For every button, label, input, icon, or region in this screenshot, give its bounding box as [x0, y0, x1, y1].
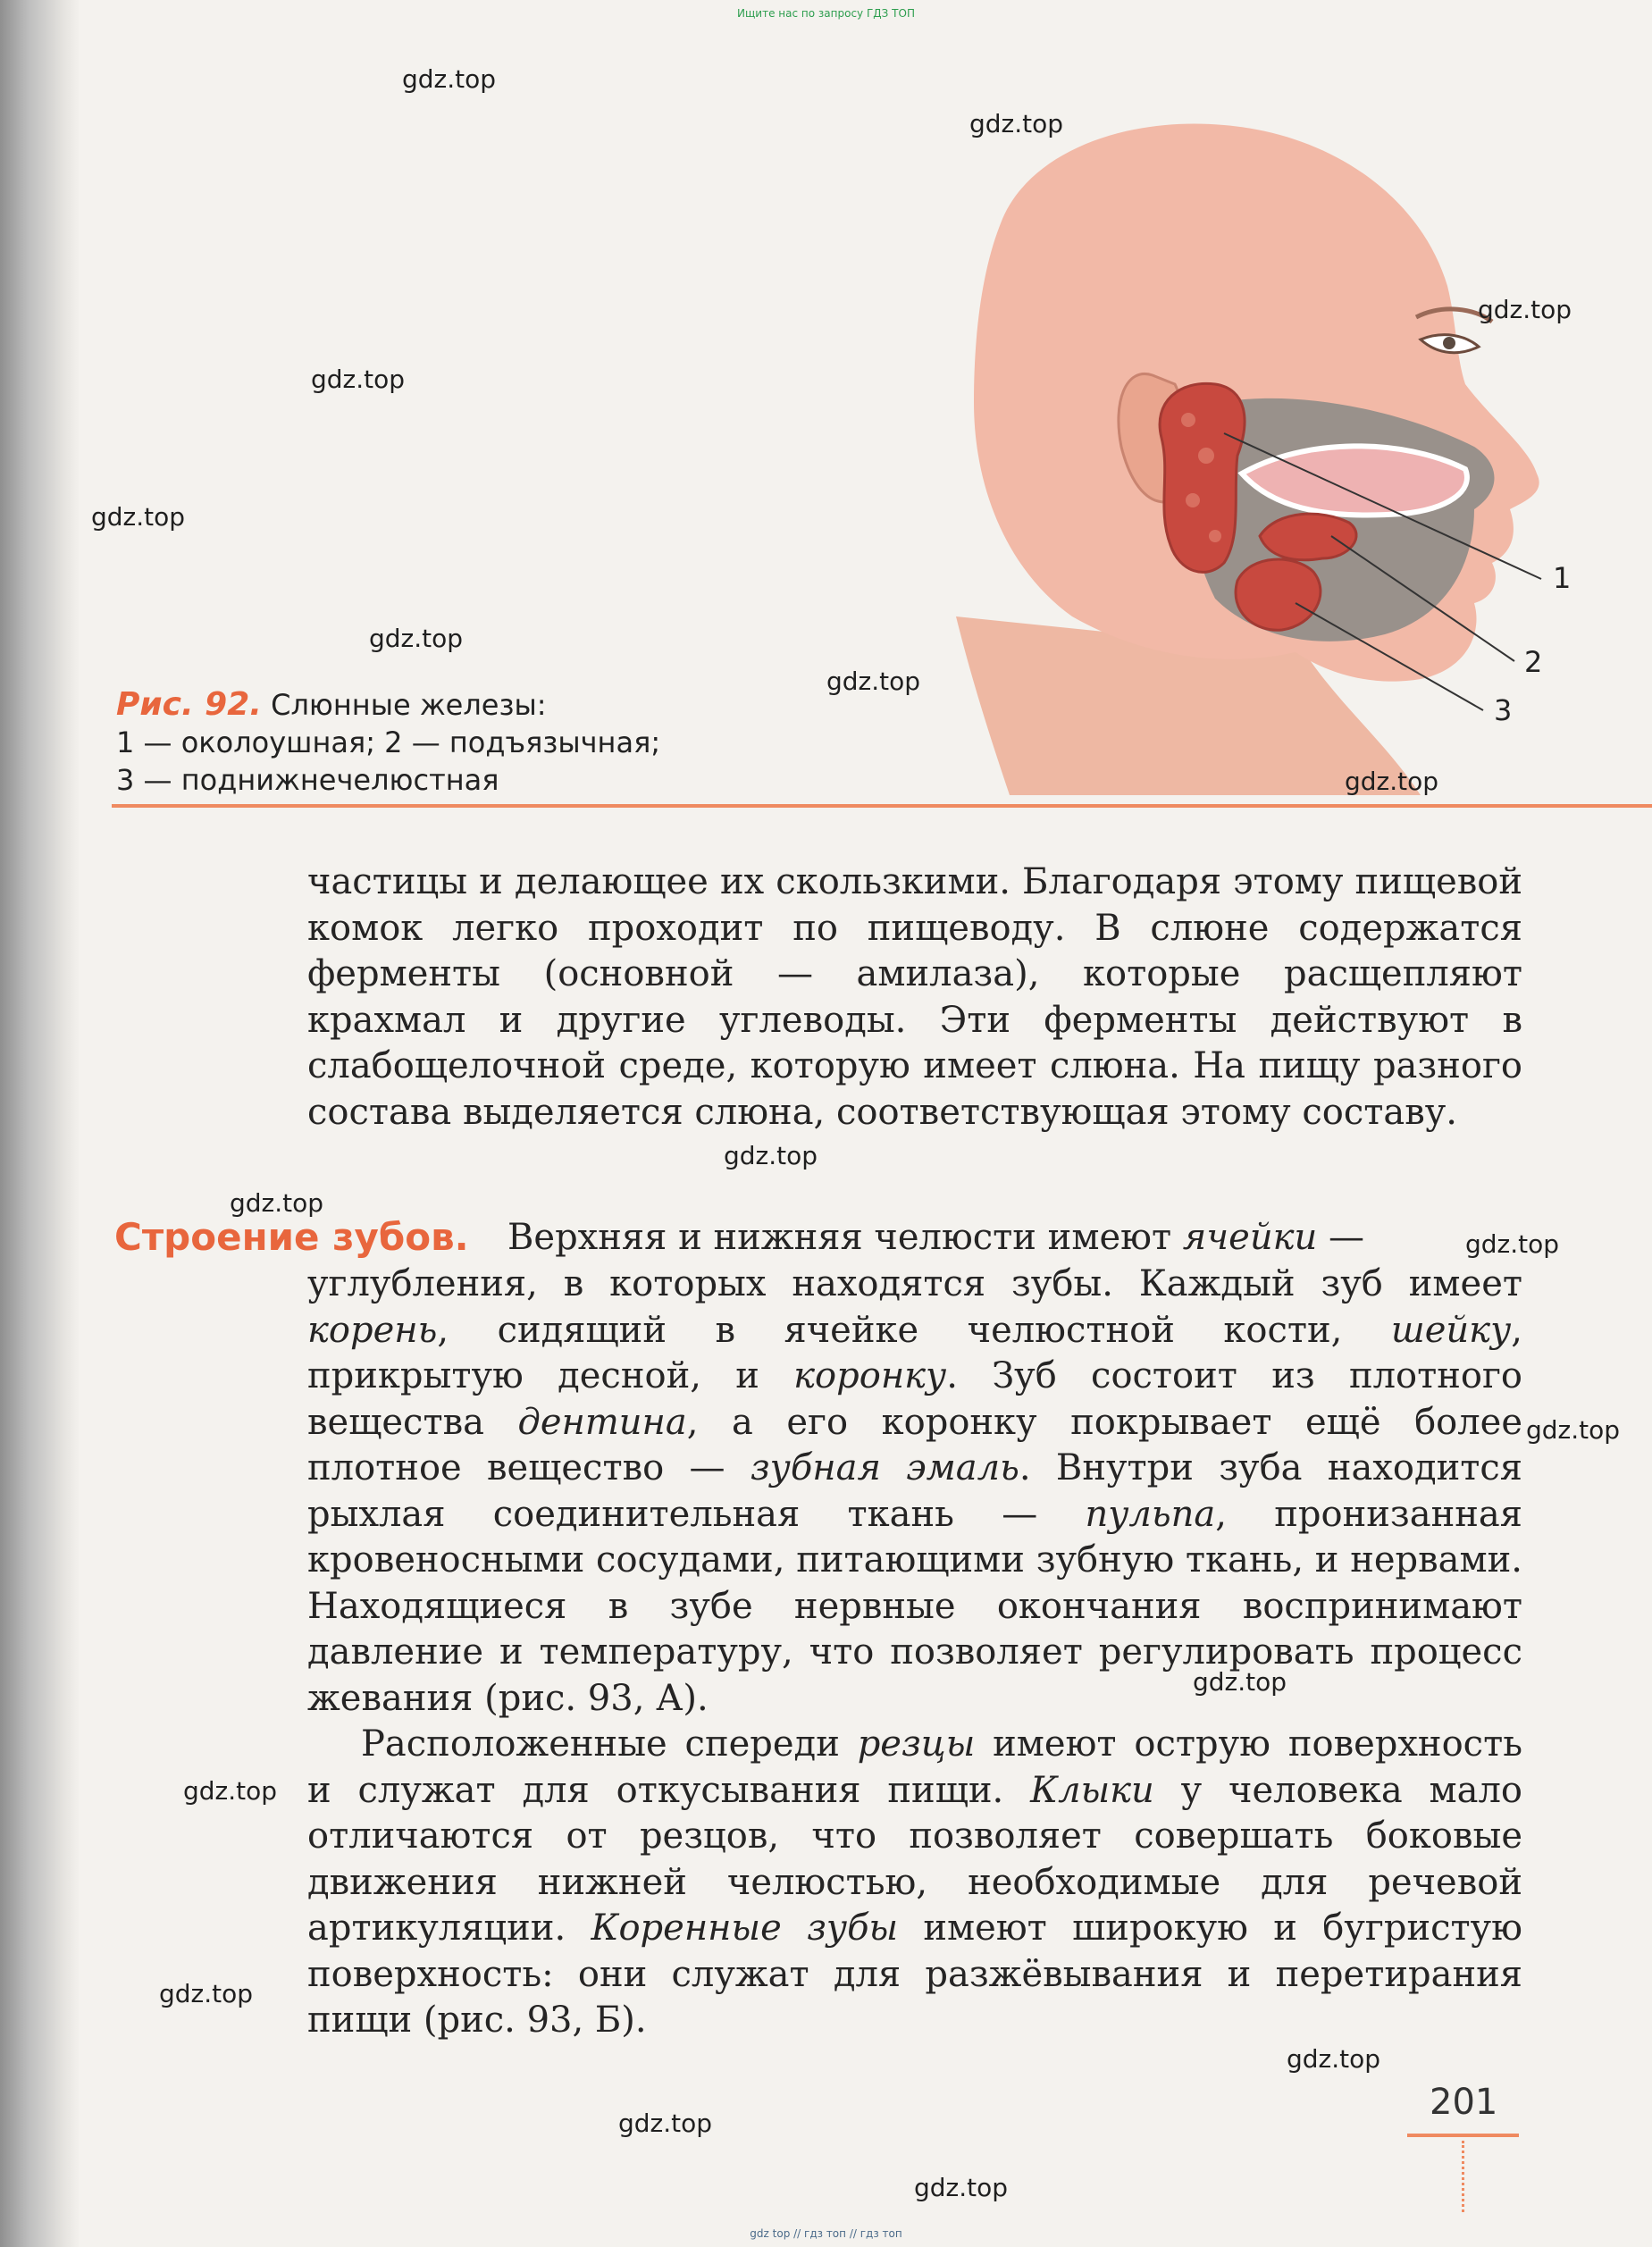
callout-3: 3	[1494, 693, 1513, 727]
parotid-gland	[1160, 383, 1245, 572]
term-pulp: пульпа	[1085, 1493, 1216, 1535]
watermark: gdz.top	[724, 1141, 818, 1170]
section-first-line	[507, 1215, 1522, 1262]
bottom-banner: gdz top // гдз топ // гдз топ	[750, 2227, 902, 2240]
watermark: gdz.top	[159, 1979, 254, 2008]
watermark: gdz.top	[618, 2109, 713, 2138]
watermark: gdz.top	[969, 109, 1064, 138]
watermark: gdz.top	[914, 2173, 1009, 2202]
figure-label: Рис. 92.	[116, 686, 262, 723]
p2-part4: . Зуб состоит из плотного вещества	[307, 1355, 1523, 1443]
p2-part5: , а его коронку покрывает ещё более плотное вещество —	[307, 1401, 1522, 1488]
term-enamel: зубная эмаль	[750, 1447, 1019, 1488]
caption-line-3: 3 — поднижнечелюстная	[116, 763, 499, 797]
watermark: gdz.top	[1287, 2044, 1381, 2074]
page-gutter-shadow	[0, 0, 80, 2247]
p2-part2: , сидящий в ячейке челюстной кости,	[437, 1309, 1391, 1351]
caption-line-2: 1 — околоушная; 2 — подъязычная;	[116, 725, 661, 759]
section-body	[307, 1262, 1522, 2044]
watermark: gdz.top	[311, 365, 406, 394]
callout-1: 1	[1553, 561, 1572, 595]
watermark: gdz.top	[402, 64, 497, 94]
p2-part7: , пронизанная кровеносными сосудами, питающими зубную ткань, и нервами. Находящиеся в зубе нервные окончания воспринимают давление и температуру, что позволяет регулировать процесс жевания (рис. 93, А).	[307, 1493, 1522, 1719]
page-number-rule	[1407, 2134, 1519, 2137]
top-banner: Ищите нас по запросу ГДЗ ТОП	[737, 7, 915, 20]
p3-part2: имеют острую поверхность и служат для откусывания пищи.	[307, 1723, 1522, 1811]
term-dentin: дентина	[517, 1401, 687, 1443]
p2-part3: , прикрытую десной, и	[307, 1309, 1522, 1396]
page-number-dots	[1462, 2141, 1464, 2212]
watermark: gdz.top	[369, 624, 464, 653]
paragraph-teeth-types	[307, 1722, 1522, 2044]
page-number: 201	[1430, 2082, 1498, 2123]
watermark: gdz.top	[1478, 295, 1572, 324]
p3-part3: у человека мало отличаются от резцов, что позволяет совершать боковые движения нижней челюстью, необходимые для речевой артикуляции.	[307, 1769, 1523, 1949]
watermark: gdz.top	[230, 1188, 324, 1218]
watermark: gdz.top	[91, 502, 186, 532]
term-cells: ячейки	[1182, 1217, 1318, 1258]
watermark: gdz.top	[1345, 767, 1439, 796]
watermark: gdz.top	[1193, 1667, 1287, 1697]
p2-part1: углубления, в которых находятся зубы. Каждый зуб имеет	[307, 1263, 1522, 1304]
head-illustration	[920, 116, 1572, 795]
watermark: gdz.top	[183, 1776, 278, 1806]
p2-lead-a: Верхняя и нижняя челюсти имеют	[507, 1217, 1183, 1258]
term-molars: Коренные зубы	[591, 1907, 899, 1949]
p3-part4: имеют широкую и бугристую поверхность: они служат для разжёвывания и перетирания пищи (рис. 93, Б).	[307, 1907, 1523, 2041]
section-heading: Строение зубов.	[114, 1215, 469, 1259]
watermark: gdz.top	[826, 667, 921, 696]
paragraph-saliva	[307, 859, 1522, 1136]
figure-divider	[112, 804, 1652, 808]
p2-part6: . Внутри зуба находится рыхлая соединительная ткань —	[307, 1447, 1523, 1535]
p3-part1: Расположенные спереди	[361, 1723, 858, 1765]
submandibular-gland	[1236, 559, 1321, 630]
caption-line-1: Слюнные железы:	[271, 688, 547, 722]
figure-salivary-glands	[920, 116, 1572, 795]
term-root: корень	[307, 1309, 438, 1351]
watermark: gdz.top	[1526, 1415, 1621, 1445]
p2-lead-b: —	[1317, 1217, 1364, 1258]
callout-2: 2	[1524, 645, 1543, 679]
term-crown: коронку	[793, 1355, 947, 1396]
figure-caption	[116, 686, 831, 799]
term-neck: шейку	[1390, 1309, 1512, 1351]
paragraph-1-text: частицы и делающее их скользкими. Благодаря этому пищевой комок легко проходит по пищеводу. В слюне содержатся ферменты (основной — амилаза), которые расщепляют крахмал и другие углеводы. Эти ферменты действуют в слабощелочной среде, которую имеет слюна. На пищу разного состава выделяется слюна, соответствующая этому составу.	[307, 861, 1522, 1133]
paragraph-teeth-structure	[307, 1262, 1522, 1722]
watermark: gdz.top	[1465, 1229, 1560, 1259]
term-incisors: резцы	[857, 1723, 976, 1765]
term-canines: Клыки	[1030, 1769, 1154, 1811]
